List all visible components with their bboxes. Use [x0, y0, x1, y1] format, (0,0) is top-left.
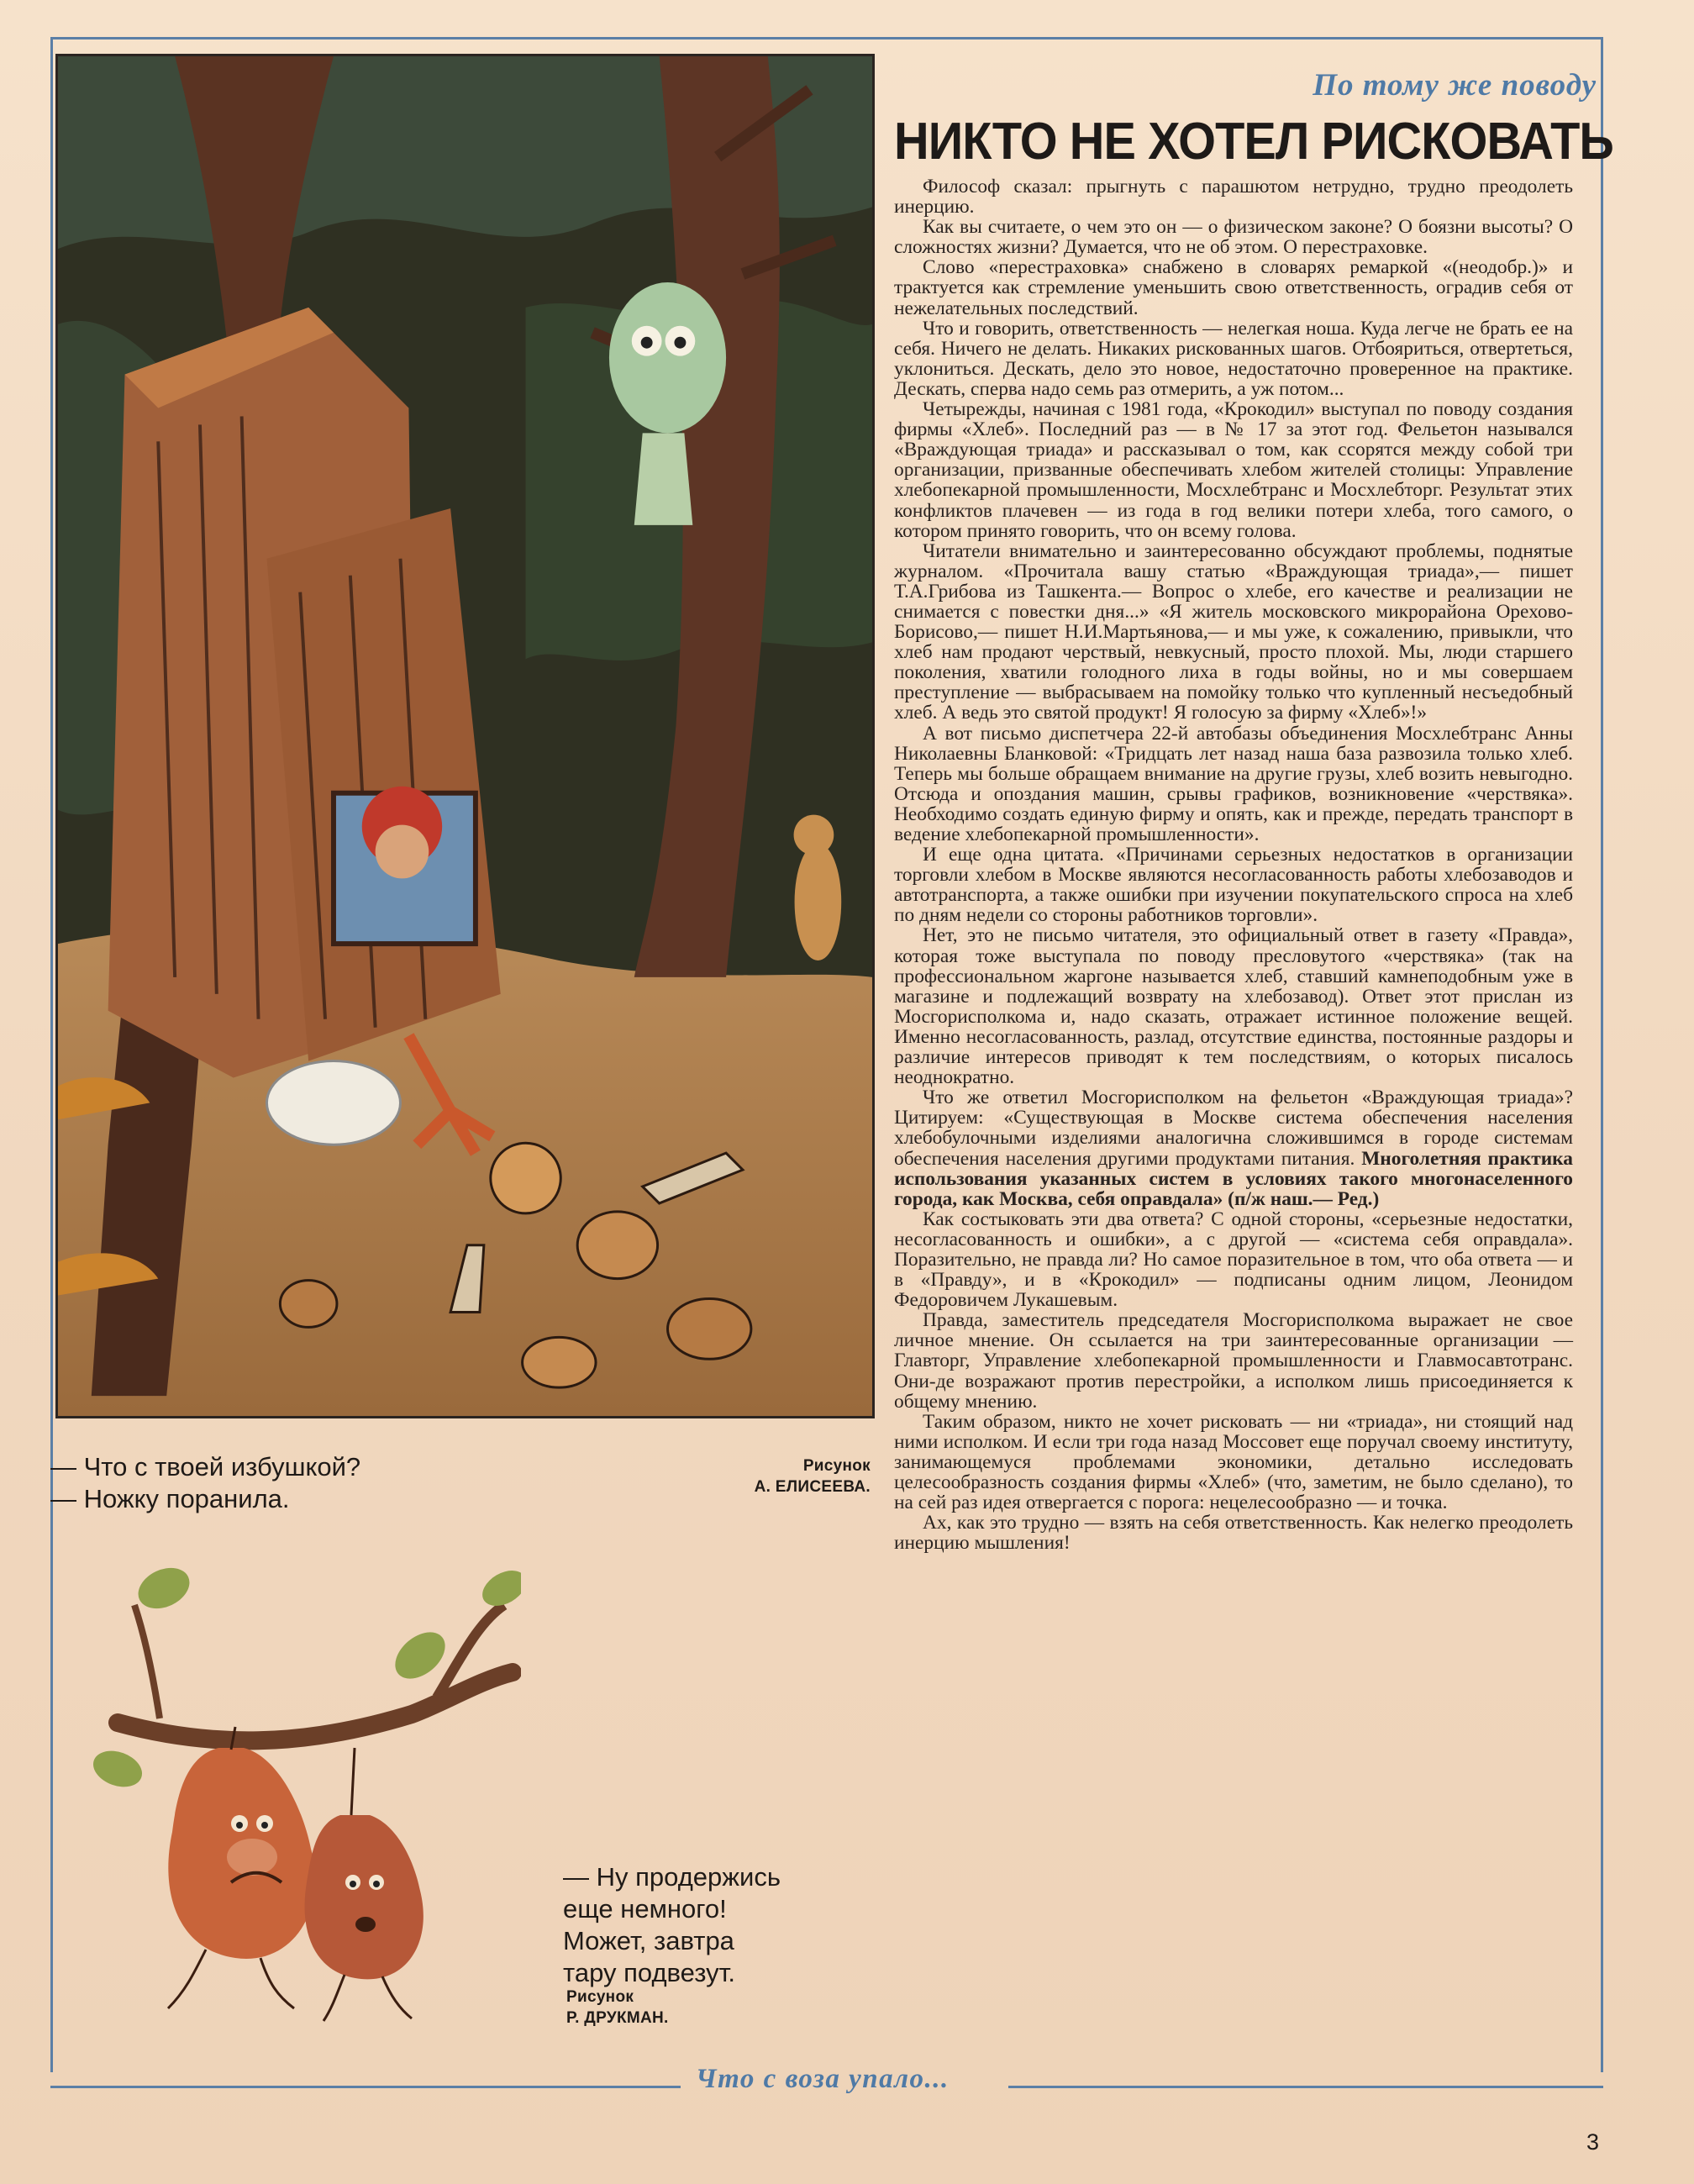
cartoon2-dialog-line3: Может, завтра: [563, 1926, 734, 1955]
cartoon2-credit-label: Рисунок: [566, 1988, 634, 2006]
article-paragraph: Слово «перестраховка» снабжено в словарях ремаркой «(неодобр.)» и трактуется как стремление уменьшить свою ответственность, оградив себя от нежелательных последствий.: [894, 256, 1573, 319]
article-paragraph: Нет, это не письмо читателя, это официальный ответ в газету «Правда», которая тоже выступала по поводу пресловутого «черствяка» (так на профессиональном жаргоне называется хлеб, ставший камнеподобным уже в магазине и подлежащий возврату на хлебозавод). Ответ этот прислан из Мосгорисполкома и, надо сказать, отражает истинное положение вещей. Именно несогласованность, разлад, отсутствие единства, постоянные раздоры и различие интересов приводят к тем последствиям, о которых писалось неоднократно.: [894, 924, 1573, 1089]
article-paragraph: Ах, как это трудно — взять на себя ответственность. Как нелегко преодолеть инерцию мышления!: [894, 1512, 1573, 1555]
article-paragraph: Правда, заместитель председателя Мосгорисполкома выражает не свое личное мнение. Он ссылается на три заинтересованные организации — Главторг, Управление хлебопекарной промышленности и Главмосавтотранс. Они-де возражают против перестройки, а исполком лишь присоединяется к общему мнению.: [894, 1309, 1573, 1413]
cartoon1-dialog: [50, 1451, 555, 1515]
article-paragraph: [894, 1087, 1573, 1209]
article-paragraph: Читатели внимательно и заинтересованно обсуждают проблемы, поднятые журналом. «Прочитала вашу статью «Враждующая триада»,— пишет Т.А.Грибова из Ташкента.— Вопрос о хлебе, его качестве и реализации не снимается с повестки дня...» «Я житель московского микрорайона Орехово-Борисово,— пишет Н.И.Мартьянова,— и мы уже, к сожалению, привыкли, что хлеб нам продают черствый, невкусный, просто плохой. Мы, люди старшего поколения, хватили голодного лиха в годы войны, но и мы совершаем преступление — выбрасываем на помойку только что купленный несъедобный хлеб. А ведь это святой продукт! Я голосую за фирму «Хлеб»!»: [894, 539, 1573, 724]
cartoon1-dialog-line2: — Ножку поранила.: [50, 1484, 290, 1513]
article-body: [894, 176, 1573, 1553]
pears-on-branch-illustration: [84, 1555, 521, 2025]
article-paragraph: Философ сказал: прыгнуть с парашютом нетрудно, трудно преодолеть инерцию.: [894, 176, 1573, 218]
frame-right-rule: [1601, 37, 1603, 2072]
article-paragraph: А вот письмо диспетчера 22-й автобазы объединения Мосхлебтранс Анны Николаевны Бланковой: «Тридцать лет назад наша база развозила только хлеб. Теперь мы больше обращаем внимание на другие грузы, хлеб возить невыгодно. Отсюда и опоздания машин, срывы графиков, возникновение «черствяка». Необходимо создать единую фирму и опять, как и прежде, передать транспорт в ведение хлебопекарной промышленности».: [894, 722, 1573, 845]
cartoon2-dialog-line1: — Ну продержись: [563, 1862, 781, 1892]
forest-hut-illustration: [55, 54, 875, 1418]
article-paragraph: Как вы считаете, о чем это он — о физическом законе? О боязни высоты? О сложностях жизни? Думается, что не об этом. О перестраховке.: [894, 216, 1573, 259]
article-paragraph: Таким образом, никто не хочет рисковать — ни «триада», ни стоящий над ними исполком. И если три года назад Моссовет еще поручал своему институту, занимающемуся проблемами экономики, детально исследовать целесообразность создания фирмы «Хлеб» (что, заметим, не было сделано), то на сей раз идея отвергается с порога: нецелесообразно — и точка.: [894, 1410, 1573, 1514]
cartoon2-dialog-line4: тару подвезут.: [563, 1958, 735, 1987]
section-kicker: По тому же поводу: [1313, 68, 1597, 103]
article-paragraph: Что и говорить, ответственность — нелегкая ноша. Куда легче не брать ее на себя. Ничего не делать. Никаких рискованных шагов. Отбояриться, отвертеться, уклониться. Дескать, дело это новое, недостаточно проверенное на практике. Дескать, сперва надо семь раз отмерить, а уж потом...: [894, 317, 1573, 400]
cartoon2-dialog: [563, 1861, 865, 1989]
cartoon2-credit-name: Р. ДРУКМАН.: [566, 2009, 669, 2027]
footer-section-title: Что с воза упало...: [696, 2064, 950, 2094]
pears-drawing: [84, 1555, 521, 2025]
cartoon1-credit-name: А. ЕЛИСЕЕВА.: [754, 1478, 871, 1496]
footer-rule-left: [50, 2086, 681, 2088]
footer-rule-right: [1008, 2086, 1603, 2088]
cartoon1-credit-label: Рисунок: [802, 1457, 871, 1475]
page-number: 3: [1586, 2129, 1600, 2155]
article-paragraph: Как состыковать эти два ответа? С одной стороны, «серьезные недостатки, несогласованность и ошибки», а с другой — «система себя оправдала». Поразительно, не правда ли? Но самое поразительное в том, что оба ответа — и в «Правду», и в «Крокодил» — подписаны одним лицом, Леонидом Федоровичем Лукашевым.: [894, 1208, 1573, 1312]
cartoon1-dialog-line1: — Что с твоей избушкой?: [50, 1452, 361, 1481]
article-headline: НИКТО НЕ ХОТЕЛ РИСКОВАТЬ: [894, 113, 1613, 171]
frame-left-rule: [50, 37, 53, 2072]
cartoon2-credit: [566, 1987, 785, 2029]
article-paragraph: Четырежды, начиная с 1981 года, «Крокодил» выступал по поводу создания фирмы «Хлеб». Последний раз — в № 17 за этот год. Фельетон назывался «Враждующая триада» и рассказывал о том, как ссорятся между собой три организации, призванные обеспечивать хлебом жителей столицы: Управление хлебопекарной промышленности, Мосхлебтранс и Мосхлебторг. Результат этих конфликтов плачевен — из года в год велики потери хлеба, того самого, о котором принято говорить, что он всему голова.: [894, 398, 1573, 542]
cartoon1-credit: [655, 1455, 871, 1497]
article-paragraph-text: Что же ответил Мосгорисполком на фельетон «Враждующая триада»? Цитируем: «Существующая в Москве система обеспечения населения хлебобулочными изделиями аналогична сложившимся в городе системам обеспечения населения другими продуктами питания.: [894, 1087, 1573, 1170]
article-highlighted-quote: Многолетняя практика использования указанных систем в условиях такого многонаселенного города, как Москва, себя оправдала» (п/ж наш.— Ред.): [894, 1147, 1573, 1210]
article-paragraph: И еще одна цитата. «Причинами серьезных недостатков в организации торговли хлебом в Москве являются несогласованность работы хлебозаводов и автотранспорта, а также ошибки при изучении покупательского спроса на хлеб по дням недели со стороны работников торговли».: [894, 844, 1573, 927]
frame-top-rule: [50, 37, 1601, 39]
forest-hut-drawing: [58, 56, 872, 1416]
cartoon2-dialog-line2: еще немного!: [563, 1894, 727, 1923]
